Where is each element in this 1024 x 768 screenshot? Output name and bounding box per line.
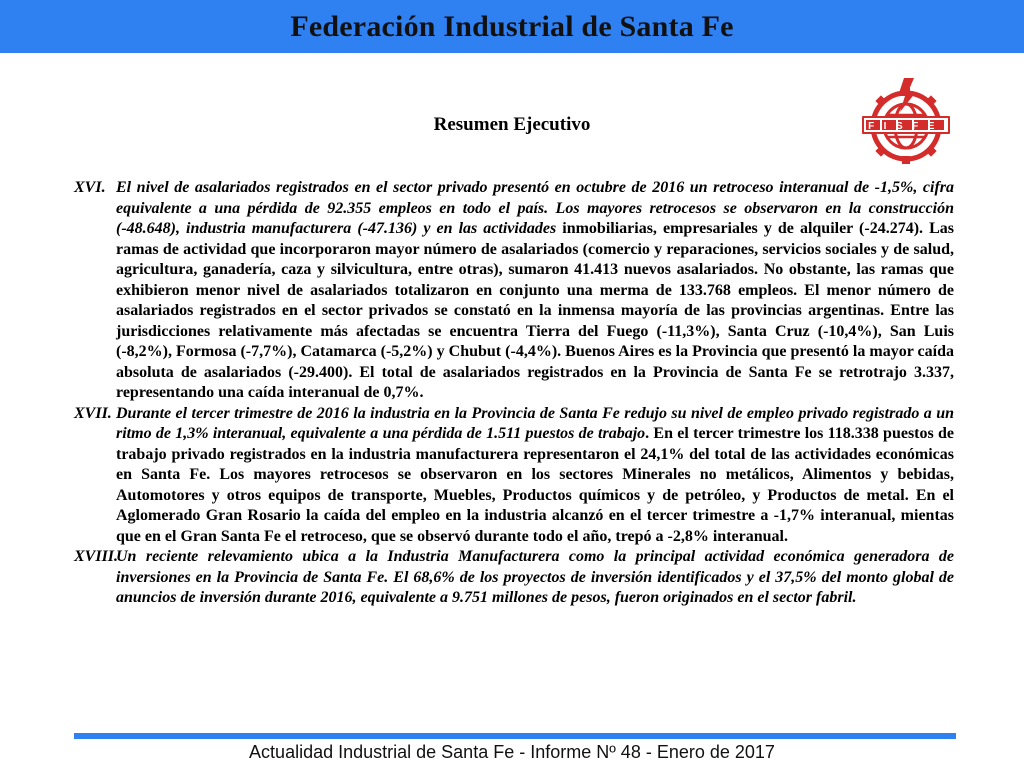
section-title: Resumen Ejecutivo xyxy=(433,114,591,135)
header-bar xyxy=(0,0,1024,53)
summary-item xyxy=(74,404,954,548)
summary-item xyxy=(74,178,954,404)
item-number: XVII. xyxy=(74,404,112,422)
page-header-title: Federación Industrial de Santa Fe xyxy=(290,9,734,43)
executive-summary-list xyxy=(74,178,954,609)
item-text xyxy=(116,404,954,548)
item-number: XVI. xyxy=(74,179,106,196)
footer-divider xyxy=(74,733,956,739)
item-text xyxy=(116,547,954,609)
summary-item xyxy=(74,547,954,609)
footer-text: Actualidad Industrial de Santa Fe - Informe Nº 48 - Enero de 2017 xyxy=(249,742,775,762)
item-italic-text: El nivel de asalariados registrados en el sector privado presentó en octubre de 2016 un retroceso interanual de -1,5%, cifra equivalente a una pérdida de 92.355 empleos en todo el país. Los mayores retrocesos se observaron en la construcción (-48.648), industria manufacturera (-47.136) y en las actividades xyxy=(116,179,954,237)
item-regular-text: . En el tercer trimestre los 118.338 puestos de trabajo privado registrados en la industria manufacturera representaron el 24,1% del total de las actividades económicas en Santa Fe. Los mayores retrocesos se observaron en los sectores Minerales no metálicos, Alimentos y bebidas, Automotores y otros equipos de transporte, Muebles, Productos químicos y de petróleo, y Productos de metal. En el Aglomerado Gran Rosario la caída del empleo en la industria alcanzó en el tercer trimestre a -1,7% interanual, mientas que en el Gran Santa Fe el retroceso, que se observó durante todo el año, trepó a -2,8% interanual. xyxy=(116,425,955,545)
item-number: XVIII. xyxy=(74,548,119,565)
item-regular-text: inmobiliarias, empresariales y de alquiler (-24.274). Las ramas de actividad que incorporaron mayor número de asalariados (comercio y reparaciones, servicios sociales y de salud, agricultura, ganadería, caza y silvicultura, entre otras), sumaron 41.413 nuevos asalariados. No obstante, las ramas que exhibieron menor nivel de asalariados totalizaron en conjunto una merma de 133.768 empleos. El menor número de asalariados registrados en el sector privados se constató en la inmensa mayoría de las provincias argentinas. Entre las jurisdicciones relativamente más afectadas se encuentra Tierra del Fuego (-11,3%), Santa Cruz (-10,4%), San Luis (-8,2%), Formosa (-7,7%), Catamarca (-5,2%) y Chubut (-4,4%). Buenos Aires es la Provincia que presentó la mayor caída absoluta de asalariados (-29.400). El total de asalariados registrados en la Provincia de Santa Fe se retrotrajo 3.337, representando una caída interanual de 0,7%. xyxy=(116,220,955,401)
item-italic-text: Durante el tercer trimestre de 2016 la industria en la Provincia de Santa Fe redujo su nivel de empleo privado registrado a un ritmo de 1,3% interanual, equivalente a una pérdida de 1.511 puestos de trabajo xyxy=(116,404,954,442)
item-italic-text: Un reciente relevamiento ubica a la Industria Manufacturera como la principal actividad económica generadora de inversiones en la Provincia de Santa Fe. El 68,6% de los proyectos de inversión identificados y el 37,5% del monto global de anuncios de inversión durante 2016, equivalente a 9.751 millones de pesos, fueron originados en el sector fabril. xyxy=(116,548,954,606)
logo-text: FISFE xyxy=(868,121,944,132)
item-text xyxy=(116,178,954,404)
